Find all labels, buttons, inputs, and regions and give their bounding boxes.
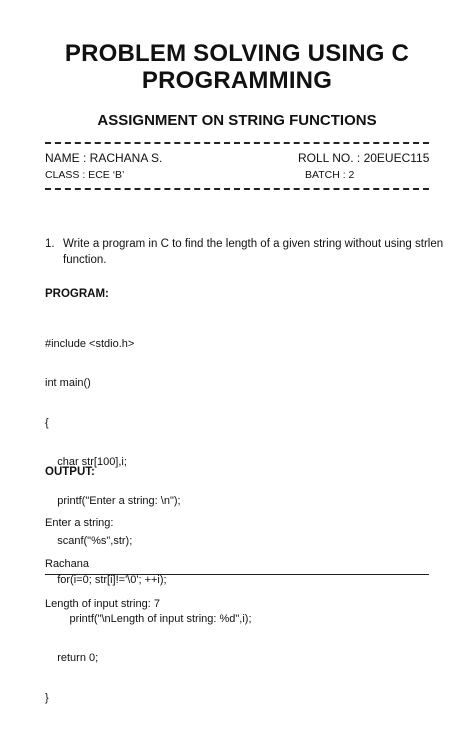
output-line: Rachana bbox=[45, 557, 90, 570]
output-line: Enter a string: bbox=[45, 517, 114, 529]
bottom-rule bbox=[45, 574, 429, 575]
title-line-2: PROGRAMMING bbox=[141, 67, 333, 94]
output-label: OUTPUT: bbox=[45, 466, 95, 478]
code-line: printf("\nLength of input string: %d",i); bbox=[45, 613, 252, 626]
code-line: for(i=0; str[i]!='\0'; ++i); bbox=[45, 573, 167, 586]
code-line: char str[100],i; bbox=[45, 456, 127, 469]
student-name: NAME : RACHANA S. bbox=[45, 151, 163, 165]
dashed-divider-bottom bbox=[45, 188, 429, 190]
title-line-1: PROBLEM SOLVING USING C bbox=[64, 40, 410, 67]
code-line: #include <stdio.h> bbox=[45, 338, 135, 351]
assignment-subtitle: ASSIGNMENT ON STRING FUNCTIONS bbox=[97, 112, 377, 129]
code-line: int main() bbox=[45, 377, 91, 390]
output-line: Length of input string: 7 bbox=[45, 598, 160, 610]
code-line: printf("Enter a string: \n"); bbox=[45, 495, 181, 508]
code-line: scanf("%s",str); bbox=[45, 534, 133, 547]
code-line: } bbox=[45, 691, 49, 704]
roll-number: ROLL NO. : 20EUEC115 bbox=[298, 151, 430, 165]
output-block bbox=[45, 490, 160, 639]
dashed-divider-top bbox=[45, 142, 429, 144]
batch-info: BATCH : 2 bbox=[305, 169, 355, 181]
question-text: Write a program in C to find the length of a given string without using strlen function. bbox=[63, 238, 444, 266]
code-line: { bbox=[45, 416, 49, 429]
document-title bbox=[0, 40, 474, 94]
program-label: PROGRAM: bbox=[45, 288, 109, 300]
question-number: 1. bbox=[45, 238, 55, 250]
code-line: return 0; bbox=[45, 652, 99, 665]
question-1 bbox=[45, 236, 445, 268]
class-info: CLASS : ECE ‘B’ bbox=[45, 169, 125, 181]
